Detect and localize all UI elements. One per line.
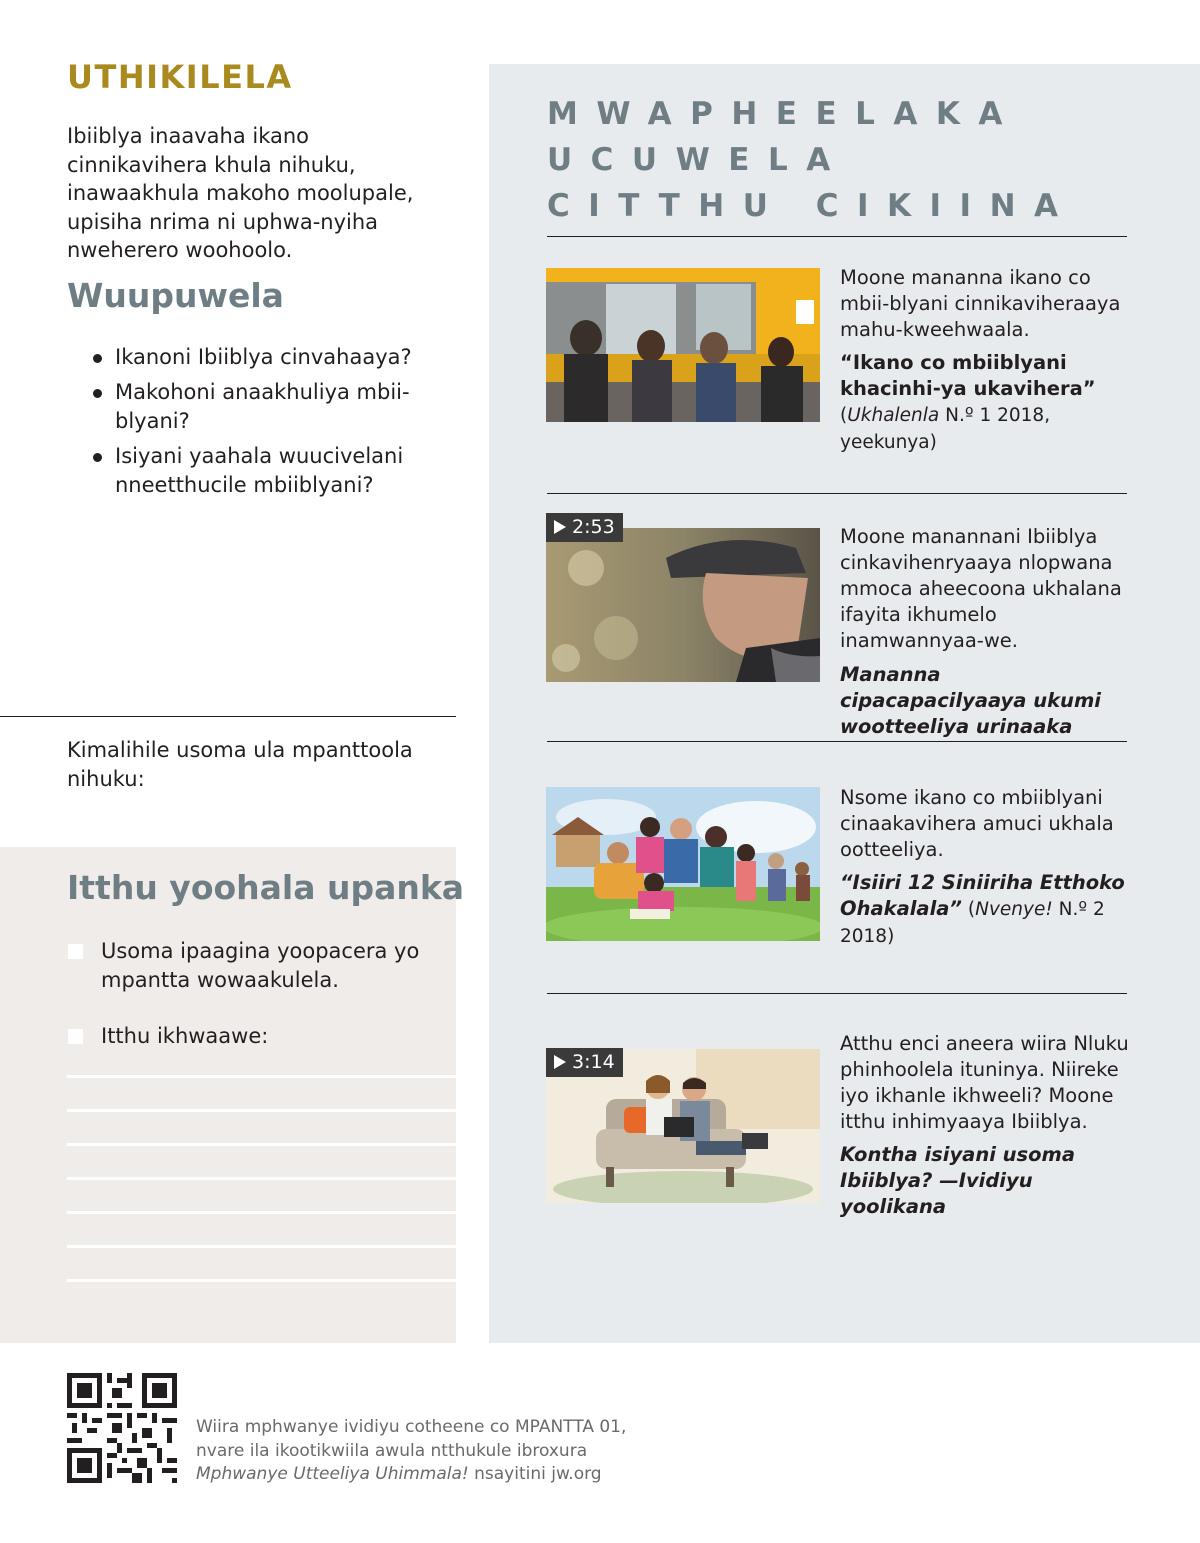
family-reading-outdoors-image[interactable] [546, 787, 820, 941]
writing-line[interactable] [67, 1143, 456, 1146]
section-divider [547, 236, 1127, 237]
review-question-text: Isiyani yaahala wuucivelani nneetthucile mbiiblyani? [115, 443, 404, 497]
summary-heading: UTHIKILELA [67, 58, 293, 96]
review-question [92, 378, 452, 437]
writing-line[interactable] [67, 1109, 456, 1112]
explore-item-description: Atthu enci aneera wiira Nluku phinhoolela ituninya. Niireke iyo ikhanle ikhweeli? Moone itthu inhimyaaya Ibiiblya. [840, 1032, 1129, 1133]
qr-code[interactable] [67, 1373, 177, 1483]
section-divider [547, 493, 1127, 494]
explore-item-title[interactable] [840, 350, 1130, 456]
footer-line: nvare ila ikootikwiila awula ntthukule ibroxura [196, 1440, 588, 1461]
writing-line[interactable] [67, 1177, 456, 1180]
video-duration-badge: 2:53 [546, 513, 623, 542]
goals-heading: Itthu yoohala upanka [67, 868, 465, 907]
play-icon [554, 520, 566, 534]
explore-item-title[interactable]: Mananna cipacapacilyaaya ukumi wootteeliya urinaaka [840, 663, 1101, 738]
footer-line: Wiira mphwanye ividiyu cotheene co MPANTTA 01, [196, 1417, 627, 1437]
goal-item [67, 937, 447, 994]
video-duration-badge: 3:14 [546, 1048, 623, 1077]
explore-item-source: (Ukhalenla N.º 1 2018, yeekunya) [840, 405, 1051, 453]
people-walking-by-train-image[interactable] [546, 268, 820, 422]
explore-item-title-text[interactable]: “Isiiri 12 Siniiriha Etthoko Ohakalala” [840, 871, 1125, 920]
section-divider [547, 993, 1127, 994]
review-question-text: Makohoni anaakhuliya mbii-blyani? [115, 379, 410, 433]
review-question-text: Ikanoni Ibiiblya cinvahaaya? [115, 345, 412, 369]
goals-panel [0, 847, 456, 1343]
explore-item-title[interactable] [840, 870, 1130, 950]
man-in-cap-video-thumbnail[interactable] [546, 528, 820, 682]
explore-heading: MWAPHEELAKA UCUWELA CITTHU CIKIINA [547, 96, 1077, 224]
review-question-list [92, 343, 452, 506]
goal-text: Usoma ipaagina yoopacera yo mpantta wowaakulela. [101, 939, 420, 992]
goal-item [67, 1022, 447, 1051]
explore-item-title-text[interactable]: “Ikano co mbiiblyani khacinhi-ya ukavihera” [840, 351, 1096, 400]
writing-line[interactable] [67, 1245, 456, 1248]
play-icon [554, 1055, 566, 1069]
goal-checkbox[interactable] [68, 944, 83, 959]
review-question [92, 442, 452, 501]
explore-item-description: Moone mananna ikano co mbii-blyani cinnikaviheraaya mahu-kweehwaala. [840, 266, 1121, 341]
writing-line[interactable] [67, 1075, 456, 1078]
review-question [92, 343, 452, 373]
footer-note [196, 1416, 716, 1487]
writing-line[interactable] [67, 1211, 456, 1214]
section-divider [0, 716, 456, 717]
writing-line[interactable] [67, 1279, 456, 1282]
goal-checkbox[interactable] [68, 1029, 83, 1044]
bullet-icon [93, 354, 102, 363]
goal-text: Itthu ikhwaawe: [101, 1024, 269, 1048]
bullet-icon [93, 453, 102, 462]
summary-text: Ibiiblya inaavaha ikano cinnikavihera khula nihuku, inawaakhula makoho moolupale, upisiha nrima ni uphwa-nyiha nweherero woohoolo. [67, 124, 414, 262]
bullet-icon [93, 389, 102, 398]
explore-item-title[interactable]: Kontha isiyani usoma Ibiiblya? —Ividiyu yoolikana [840, 1143, 1076, 1218]
brochure-title-link[interactable]: Mphwanye Utteeliya Uhimmala! [196, 1464, 469, 1484]
section-divider [547, 741, 1127, 742]
explore-item-source: (Nvenye! N.º 2 2018) [840, 899, 1105, 947]
explore-item-description: Moone manannani Ibiiblya cinkavihenryaaya nlopwana mmoca aheecoona ukhalana ifayita ikhumelo inamwannyaa-we. [840, 525, 1122, 652]
footer-line: nsayitini jw.org [468, 1464, 602, 1484]
explore-item-description: Nsome ikano co mbiiblyani cinaakavihera amuci ukhala ootteeliya. [840, 786, 1114, 861]
review-heading: Wuupuwela [67, 276, 284, 315]
completion-date-label: Kimalihile usoma ula mpanttoola nihuku: [67, 738, 413, 791]
